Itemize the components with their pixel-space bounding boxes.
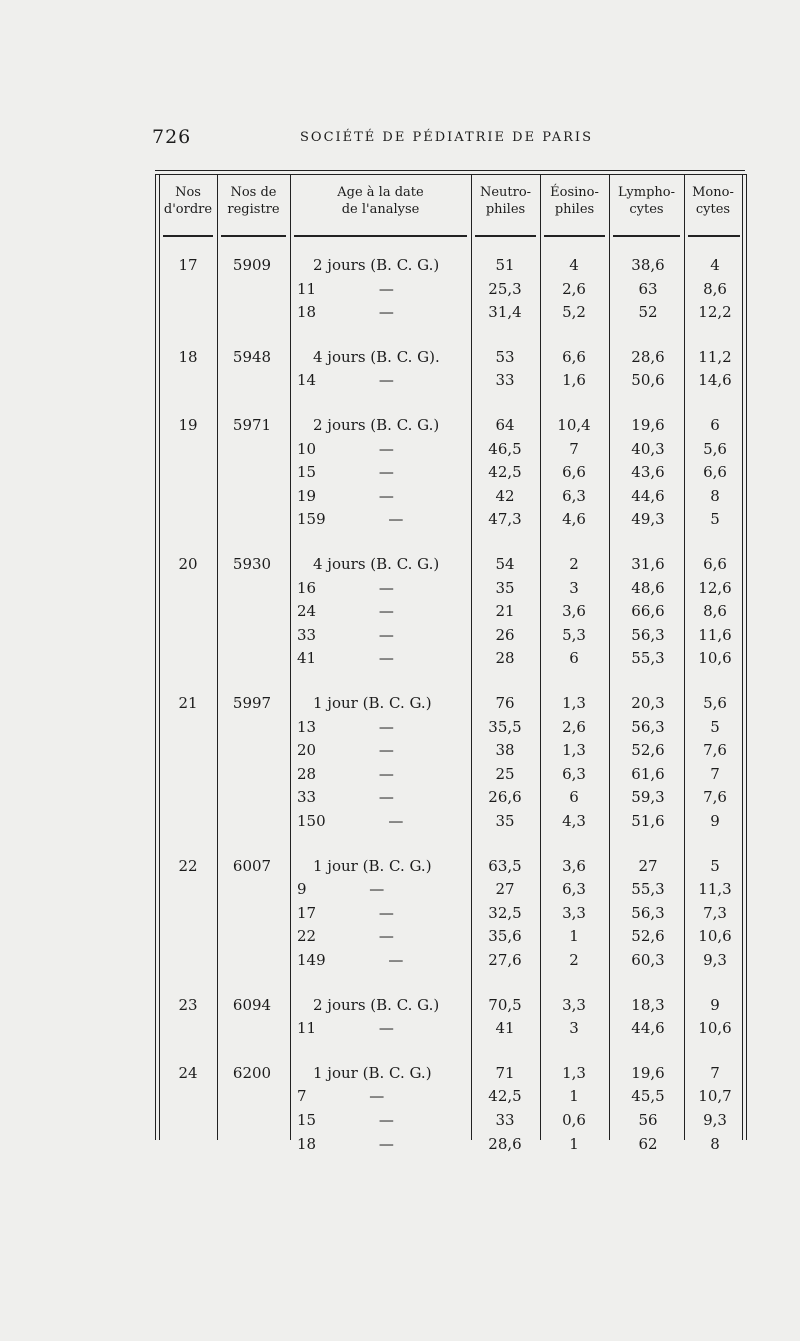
age-cell: 2 jours (B. C. G.) [313, 416, 440, 434]
neutrophiles-cell: 26 [495, 625, 515, 644]
age-cell: 10 — [297, 439, 394, 458]
lymphocytes-cell: 45,5 [631, 1087, 665, 1106]
eosinophiles-cell: 1,3 [562, 694, 586, 712]
header-rule [221, 235, 286, 237]
lymphocytes-cell: 56,3 [631, 903, 665, 922]
neutrophiles-cell: 35 [495, 812, 515, 830]
lymphocytes-cell: 52,6 [631, 741, 665, 760]
age-cell: 33 — [297, 625, 394, 644]
monocytes-cell: 6,6 [703, 555, 727, 573]
eosinophiles-cell: 3,6 [562, 602, 586, 621]
monocytes-cell: 8 [710, 486, 720, 505]
eosinophiles-cell: 10,4 [557, 416, 591, 434]
age-cell: 14 — [297, 371, 394, 390]
neutrophiles-cell: 28 [495, 649, 515, 668]
lymphocytes-cell: 55,3 [631, 649, 665, 668]
eosinophiles-cell: 1 [569, 1134, 579, 1153]
neutrophiles-cell: 33 [495, 1111, 515, 1129]
neutrophiles-cell: 51 [495, 256, 515, 274]
eosinophiles-cell: 3 [569, 578, 579, 597]
neutrophiles-cell: 41 [495, 1019, 515, 1038]
lymphocytes-cell: 40,3 [631, 439, 665, 458]
registre-number: 5948 [232, 347, 272, 366]
age-cell: 15 — [297, 1111, 394, 1129]
age-cell: 18 — [297, 303, 394, 322]
column-divider [684, 174, 685, 1140]
eosinophiles-cell: 0,6 [562, 1111, 586, 1129]
lymphocytes-cell: 48,6 [631, 578, 665, 597]
neutrophiles-cell: 33 [495, 371, 515, 390]
neutrophiles-cell: 25,3 [488, 279, 522, 298]
monocytes-cell: 7 [710, 764, 720, 783]
eosinophiles-cell: 3 [569, 1019, 579, 1038]
age-cell: 11 — [297, 1019, 394, 1038]
eosinophiles-cell: 6,6 [562, 463, 586, 482]
eosinophiles-cell: 1 [569, 1087, 579, 1106]
monocytes-cell: 5 [710, 717, 720, 736]
age-cell: 24 — [297, 602, 394, 621]
lymphocytes-cell: 56,3 [631, 717, 665, 736]
eosinophiles-cell: 6,3 [562, 880, 586, 899]
lymphocytes-cell: 52,6 [631, 927, 665, 946]
lymphocytes-cell: 31,6 [631, 555, 665, 573]
header-rule [613, 235, 680, 237]
neutrophiles-cell: 47,3 [488, 510, 522, 529]
header-rule [544, 235, 605, 237]
eosinophiles-cell: 7 [569, 439, 579, 458]
age-cell: 20 — [297, 741, 394, 760]
monocytes-cell: 11,2 [698, 347, 732, 366]
lymphocytes-cell: 28,6 [631, 347, 665, 366]
monocytes-cell: 8,6 [703, 279, 727, 298]
age-cell: 16 — [297, 578, 394, 597]
eosinophiles-cell: 4,3 [562, 812, 586, 830]
header-rule [163, 235, 213, 237]
lymphocytes-cell: 55,3 [631, 880, 665, 899]
header-rule [475, 235, 536, 237]
lymphocytes-cell: 44,6 [631, 1019, 665, 1038]
monocytes-cell: 6 [710, 416, 720, 434]
neutrophiles-cell: 21 [495, 602, 515, 621]
age-cell: 4 jours (B. C. G.) [313, 555, 440, 573]
blood-count-table [155, 170, 750, 1153]
lymphocytes-cell: 52 [638, 303, 658, 322]
monocytes-cell: 5 [710, 510, 720, 529]
header-rule [294, 235, 467, 237]
order-number: 22 [178, 856, 198, 875]
monocytes-cell: 9 [710, 812, 720, 830]
age-cell: 11 — [297, 279, 394, 298]
eosinophiles-cell: 1,6 [562, 371, 586, 390]
eosinophiles-cell: 2,6 [562, 717, 586, 736]
neutrophiles-cell: 63,5 [488, 856, 522, 875]
age-cell: 15 — [297, 463, 394, 482]
neutrophiles-cell: 54 [495, 555, 515, 573]
neutrophiles-cell: 25 [495, 764, 515, 783]
neutrophiles-cell: 31,4 [488, 303, 522, 322]
age-cell: 1 jour (B. C. G.) [313, 694, 432, 712]
age-cell: 41 — [297, 649, 394, 668]
lymphocytes-cell: 38,6 [631, 256, 665, 274]
table-right-border-outer [746, 174, 747, 1140]
registre-number: 5909 [232, 256, 272, 274]
column-divider [540, 174, 541, 1140]
neutrophiles-cell: 32,5 [488, 903, 522, 922]
monocytes-cell: 10,6 [698, 927, 732, 946]
eosinophiles-cell: 3,3 [562, 995, 586, 1014]
monocytes-cell: 6,6 [703, 463, 727, 482]
monocytes-cell: 9,3 [703, 951, 727, 969]
eosinophiles-cell: 6 [569, 788, 579, 807]
monocytes-cell: 12,6 [698, 578, 732, 597]
lymphocytes-cell: 19,6 [631, 416, 665, 434]
lymphocytes-cell: 43,6 [631, 463, 665, 482]
lymphocytes-cell: 60,3 [631, 951, 665, 969]
eosinophiles-cell: 4 [569, 256, 579, 274]
registre-number: 6007 [232, 856, 272, 875]
lymphocytes-cell: 44,6 [631, 486, 665, 505]
lymphocytes-cell: 66,6 [631, 602, 665, 621]
monocytes-cell: 7 [710, 1063, 720, 1082]
lymphocytes-cell: 51,6 [631, 812, 665, 830]
header-registre: Nos de registre [227, 185, 280, 217]
neutrophiles-cell: 35 [495, 578, 515, 597]
header-monocytes: Mono- cytes [692, 185, 734, 217]
monocytes-cell: 10,7 [698, 1087, 732, 1106]
eosinophiles-cell: 1 [569, 927, 579, 946]
age-cell: 4 jours (B. C. G). [313, 347, 440, 366]
neutrophiles-cell: 42,5 [488, 1087, 522, 1106]
neutrophiles-cell: 42 [495, 486, 515, 505]
age-cell: 7 — [297, 1087, 385, 1106]
lymphocytes-cell: 63 [638, 279, 658, 298]
neutrophiles-cell: 27 [495, 880, 515, 899]
lymphocytes-cell: 56,3 [631, 625, 665, 644]
neutrophiles-cell: 64 [495, 416, 515, 434]
age-cell: 18 — [297, 1134, 394, 1153]
eosinophiles-cell: 6,6 [562, 347, 586, 366]
eosinophiles-cell: 2 [569, 951, 579, 969]
lymphocytes-cell: 19,6 [631, 1063, 665, 1082]
neutrophiles-cell: 26,6 [488, 788, 522, 807]
table-top-rule-inner [155, 174, 747, 175]
lymphocytes-cell: 20,3 [631, 694, 665, 712]
monocytes-cell: 4 [710, 256, 720, 274]
age-cell: 17 — [297, 903, 394, 922]
age-cell: 9 — [297, 880, 385, 899]
eosinophiles-cell: 5,2 [562, 303, 586, 322]
eosinophiles-cell: 6,3 [562, 486, 586, 505]
header-age: Age à la date de l'analyse [337, 185, 424, 217]
eosinophiles-cell: 2,6 [562, 279, 586, 298]
registre-number: 5997 [232, 694, 272, 712]
lymphocytes-cell: 27 [638, 856, 658, 875]
monocytes-cell: 5,6 [703, 439, 727, 458]
header-eosinophiles: Éosino- philes [550, 185, 599, 217]
lymphocytes-cell: 62 [638, 1134, 658, 1153]
age-cell: 1 jour (B. C. G.) [313, 856, 432, 875]
order-number: 21 [178, 694, 198, 712]
monocytes-cell: 10,6 [698, 649, 732, 668]
registre-number: 6094 [232, 995, 272, 1014]
age-cell: 13 — [297, 717, 394, 736]
neutrophiles-cell: 71 [495, 1063, 515, 1082]
lymphocytes-cell: 61,6 [631, 764, 665, 783]
eosinophiles-cell: 6 [569, 649, 579, 668]
lymphocytes-cell: 56 [638, 1111, 658, 1129]
table-left-border [155, 174, 156, 1140]
order-number: 20 [178, 555, 198, 573]
neutrophiles-cell: 42,5 [488, 463, 522, 482]
order-number: 18 [178, 347, 198, 366]
table-top-rule [155, 170, 745, 171]
age-cell: 1 jour (B. C. G.) [313, 1063, 432, 1082]
eosinophiles-cell: 6,3 [562, 764, 586, 783]
neutrophiles-cell: 35,5 [488, 717, 522, 736]
eosinophiles-cell: 4,6 [562, 510, 586, 529]
age-cell: 2 jours (B. C. G.) [313, 995, 440, 1014]
lymphocytes-cell: 59,3 [631, 788, 665, 807]
monocytes-cell: 5 [710, 856, 720, 875]
age-cell: 22 — [297, 927, 394, 946]
header-rule [688, 235, 740, 237]
registre-number: 6200 [232, 1063, 272, 1082]
eosinophiles-cell: 3,3 [562, 903, 586, 922]
monocytes-cell: 11,3 [698, 880, 732, 899]
eosinophiles-cell: 5,3 [562, 625, 586, 644]
lymphocytes-cell: 49,3 [631, 510, 665, 529]
age-cell: 2 jours (B. C. G.) [313, 256, 440, 274]
age-cell: 28 — [297, 764, 394, 783]
age-cell: 150 — [297, 812, 404, 830]
eosinophiles-cell: 1,3 [562, 741, 586, 760]
monocytes-cell: 8 [710, 1134, 720, 1153]
monocytes-cell: 14,6 [698, 371, 732, 390]
column-divider [471, 174, 472, 1140]
header-neutrophiles: Neutro- philes [479, 185, 532, 217]
age-cell: 149 — [297, 951, 404, 969]
monocytes-cell: 7,6 [703, 788, 727, 807]
lymphocytes-cell: 50,6 [631, 371, 665, 390]
monocytes-cell: 9,3 [703, 1111, 727, 1129]
header-order: Nos d'ordre [163, 185, 213, 217]
eosinophiles-cell: 1,3 [562, 1063, 586, 1082]
order-number: 23 [178, 995, 198, 1014]
monocytes-cell: 5,6 [703, 694, 727, 712]
monocytes-cell: 7,3 [703, 903, 727, 922]
monocytes-cell: 8,6 [703, 602, 727, 621]
order-number: 24 [178, 1063, 198, 1082]
header-lymphocytes: Lympho- cytes [618, 185, 675, 217]
neutrophiles-cell: 27,6 [488, 951, 522, 969]
monocytes-cell: 7,6 [703, 741, 727, 760]
order-number: 17 [178, 256, 198, 274]
registre-number: 5971 [232, 416, 272, 434]
monocytes-cell: 9 [710, 995, 720, 1014]
column-divider [609, 174, 610, 1140]
neutrophiles-cell: 76 [495, 694, 515, 712]
monocytes-cell: 12,2 [698, 303, 732, 322]
neutrophiles-cell: 38 [495, 741, 515, 760]
order-number: 19 [178, 416, 198, 434]
monocytes-cell: 10,6 [698, 1019, 732, 1038]
eosinophiles-cell: 3,6 [562, 856, 586, 875]
neutrophiles-cell: 46,5 [488, 439, 522, 458]
lymphocytes-cell: 18,3 [631, 995, 665, 1014]
column-divider [290, 174, 291, 1140]
neutrophiles-cell: 53 [495, 347, 515, 366]
eosinophiles-cell: 2 [569, 555, 579, 573]
page-number: 726 [152, 126, 192, 148]
registre-number: 5930 [232, 555, 272, 573]
age-cell: 19 — [297, 486, 394, 505]
age-cell: 159 — [297, 510, 404, 529]
monocytes-cell: 11,6 [698, 625, 732, 644]
age-cell: 33 — [297, 788, 394, 807]
neutrophiles-cell: 35,6 [488, 927, 522, 946]
running-head: SOCIÉTÉ DE PÉDIATRIE DE PARIS [300, 130, 593, 145]
neutrophiles-cell: 70,5 [488, 995, 522, 1014]
neutrophiles-cell: 28,6 [488, 1134, 522, 1153]
